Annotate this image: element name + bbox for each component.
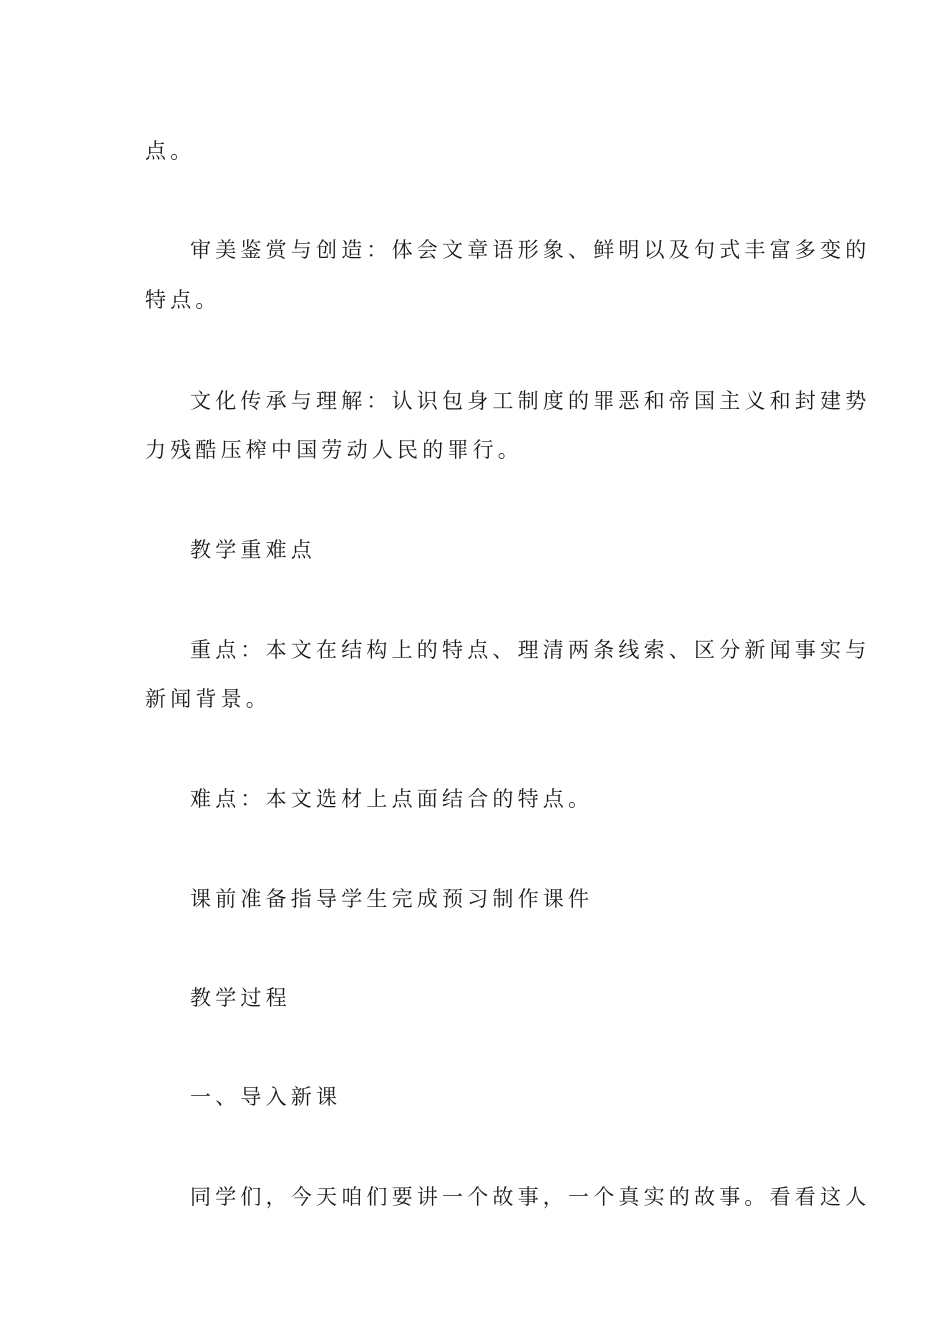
difficulty-line: 难点：本文选材上点面结合的特点。 [190, 787, 594, 811]
intro-paragraph-line-1: 同学们，今天咱们要讲一个故事，一个真实的故事。看看这人 [190, 1185, 871, 1209]
key-points-line-2: 新闻背景。 [145, 687, 271, 711]
culture-objective-line-2: 力残酷压榨中国劳动人民的罪行。 [145, 438, 523, 462]
key-points-line-1: 重点：本文在结构上的特点、理清两条线索、区分新闻事实与 [190, 638, 871, 662]
culture-objective-line-1: 文化传承与理解：认识包身工制度的罪恶和帝国主义和封建势 [190, 389, 871, 413]
preparation-line: 课前准备指导学生完成预习制作课件 [190, 887, 594, 911]
aesthetic-objective-line-1: 审美鉴赏与创造：体会文章语形象、鲜明以及句式丰富多变的 [190, 238, 871, 262]
teaching-process-heading: 教学过程 [190, 986, 291, 1010]
intro-section-heading: 一、导入新课 [190, 1085, 342, 1109]
text-line-continuation: 点。 [145, 139, 196, 163]
key-difficulties-heading: 教学重难点 [190, 538, 316, 562]
aesthetic-objective-line-2: 特点。 [145, 288, 221, 312]
